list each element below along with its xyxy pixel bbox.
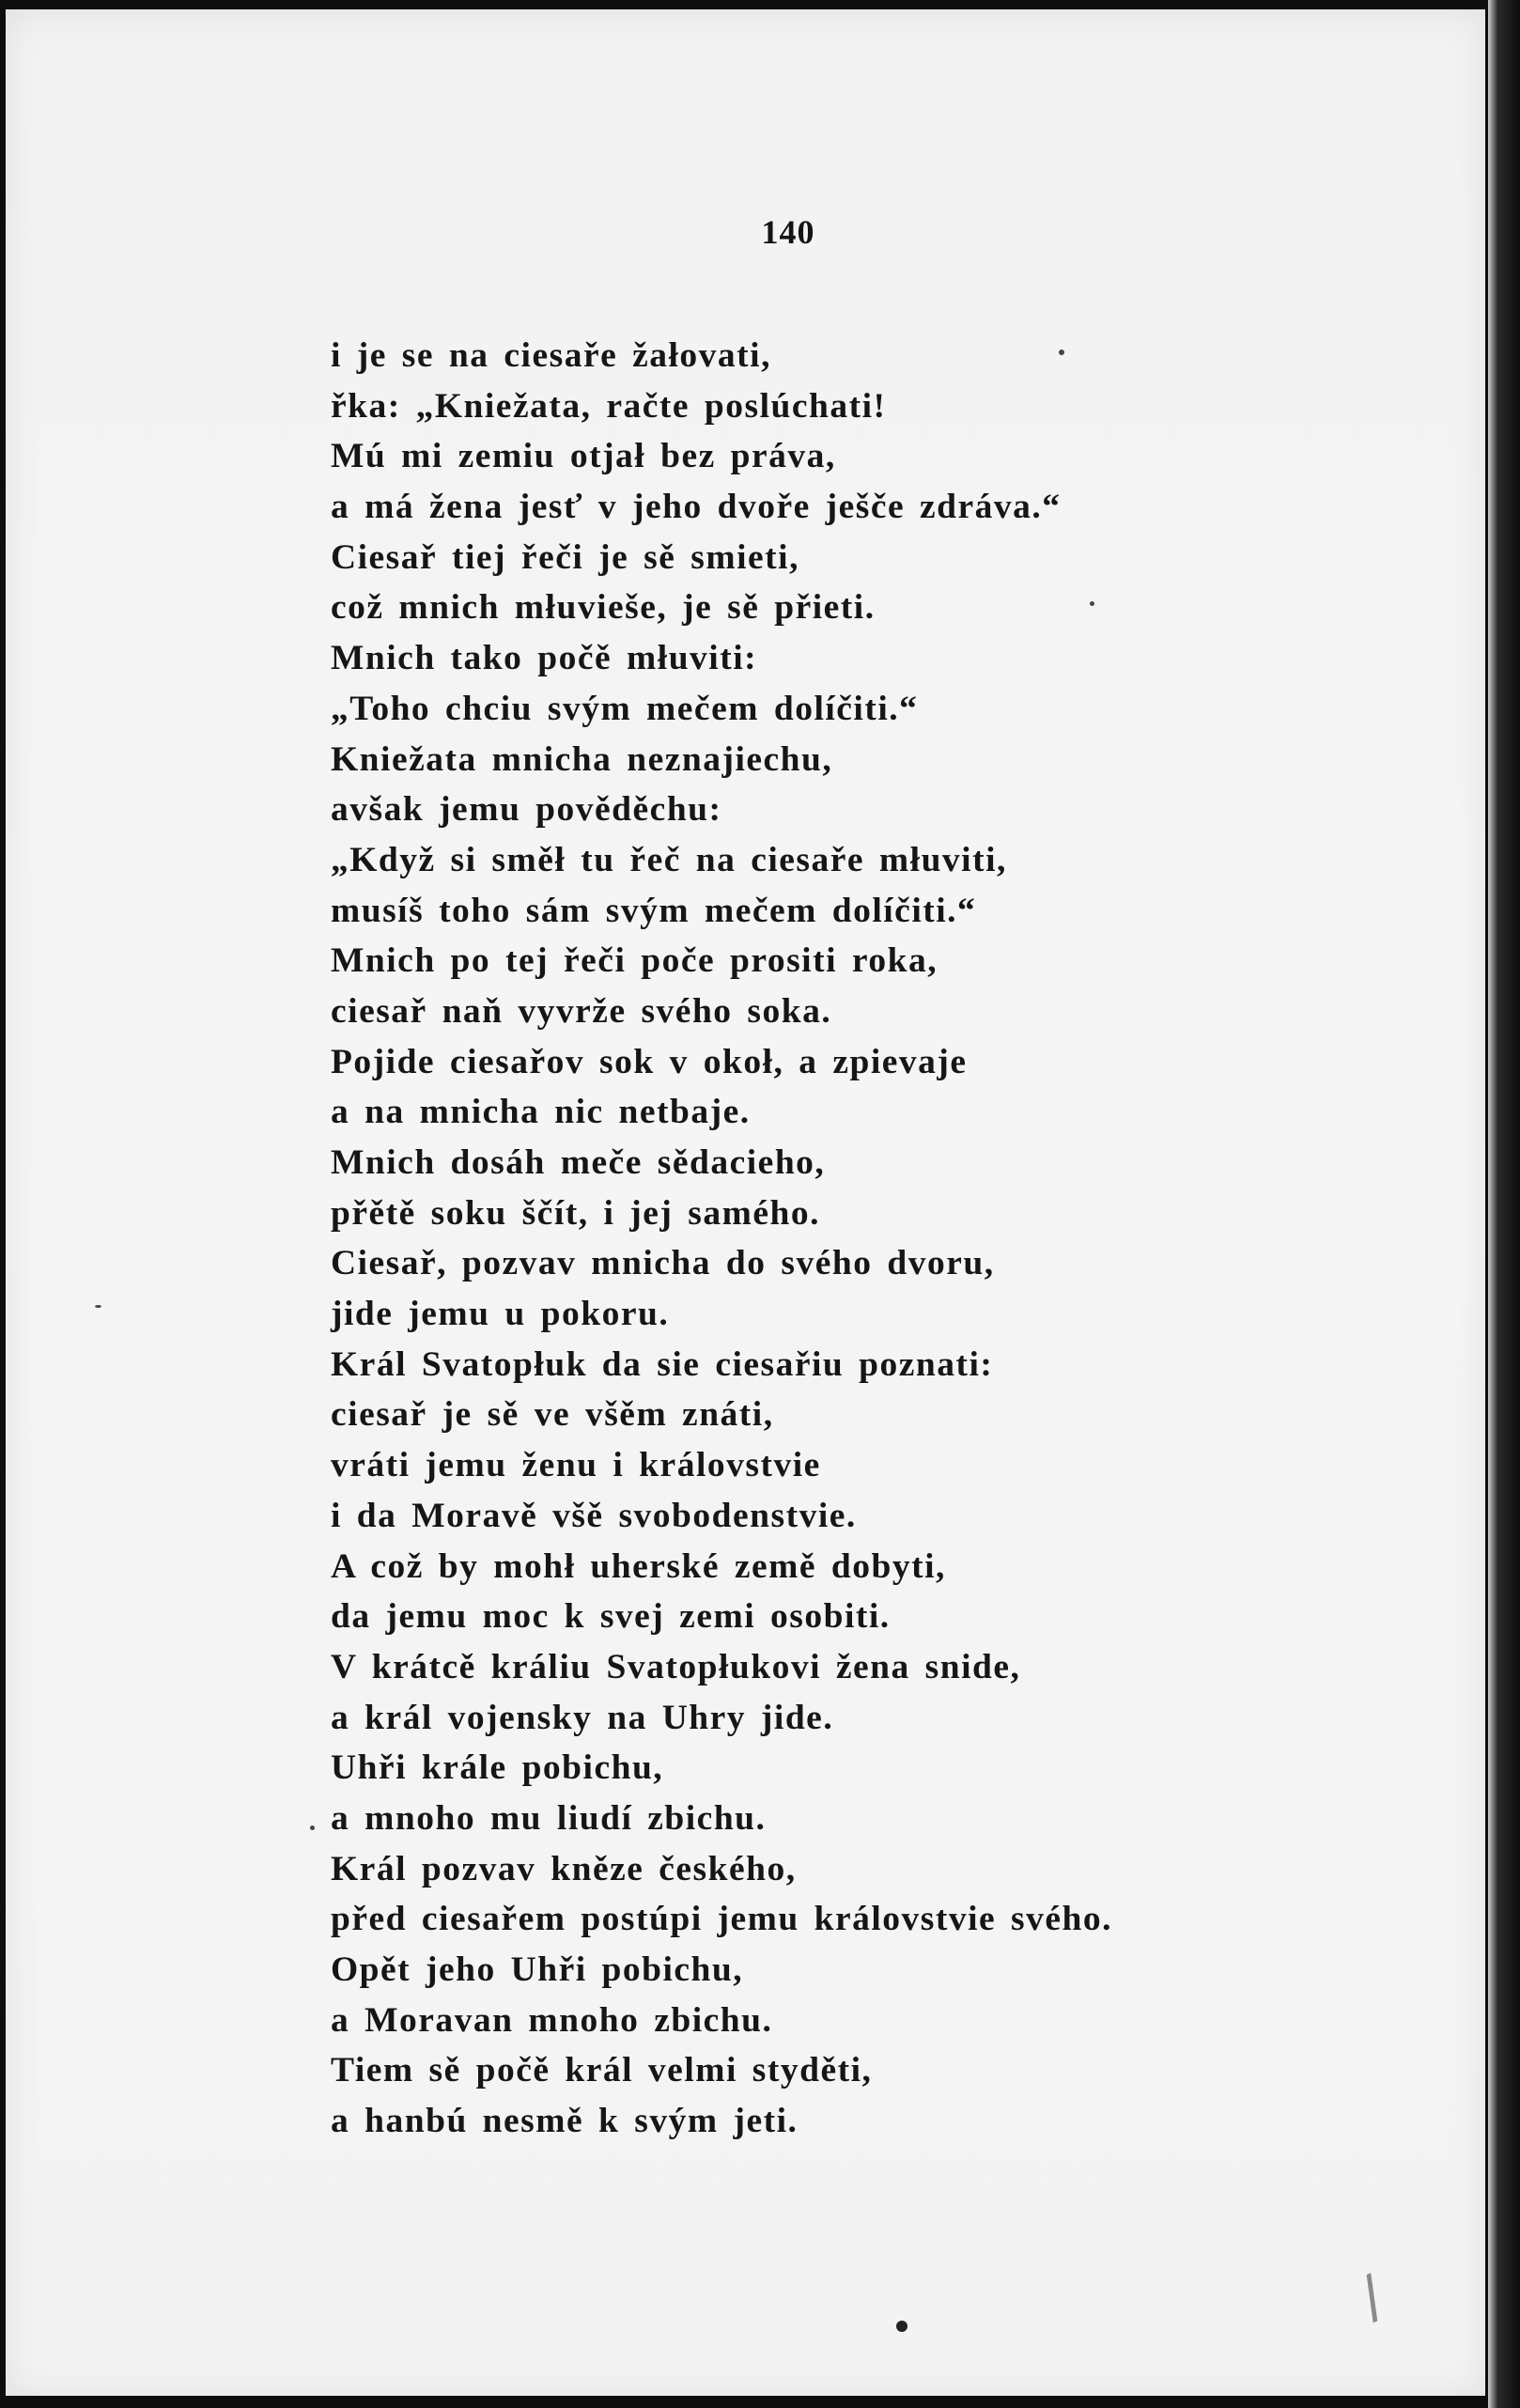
verse-line: a na mnicha nic netbaje. — [331, 1093, 751, 1132]
verse-line: a Moravan mnoho zbichu. — [331, 2000, 773, 2040]
verse-line: Ciesař tiej řeči je sě smieti, — [331, 537, 799, 577]
ink-speck — [95, 1305, 101, 1308]
verse-line: Pojide ciesařov sok v okoł, a zpievaje — [331, 1042, 968, 1081]
verse-line: „Toho chciu svým mečem dolíčiti.“ — [331, 689, 919, 728]
verse-line: i da Moravě všě svobodenstvie. — [331, 1496, 857, 1535]
page-number: 140 — [761, 213, 815, 251]
verse-line: vráti jemu ženu i královstvie — [331, 1446, 821, 1485]
verse-line: ciesař je sě ve všěm znáti, — [331, 1395, 774, 1435]
verse-text — [331, 331, 1112, 2147]
ink-speck — [1059, 350, 1064, 355]
verse-line: a mnoho mu liudí zbichu. — [331, 1798, 767, 1838]
verse-line: ciesař naň vyvrže svého soka. — [331, 991, 832, 1031]
verse-line: a král vojensky na Uhry jide. — [331, 1698, 834, 1737]
verse-line: da jemu moc k svej zemi osobiti. — [331, 1597, 891, 1637]
pencil-mark: / — [1349, 2263, 1395, 2331]
verse-line: Král Svatopłuk da sie ciesařiu poznati: — [331, 1344, 994, 1384]
ink-speck — [896, 2321, 907, 2332]
verse-line: Mnich tako počě młuviti: — [331, 639, 758, 678]
verse-line: a má žena jesť v jeho dvoře ješče zdráva.“ — [331, 488, 1062, 527]
verse-line: před ciesařem postúpi jemu královstvie svého. — [331, 1900, 1113, 1939]
verse-line: „Když si směł tu řeč na ciesaře młuviti, — [331, 840, 1007, 879]
ink-speck — [310, 1825, 315, 1830]
verse-line: Opět jeho Uhři pobichu, — [331, 1950, 744, 1989]
verse-line: Uhři krále pobichu, — [331, 1748, 664, 1788]
ink-speck — [1090, 601, 1094, 606]
verse-line: i je se na ciesaře žałovati, — [331, 336, 771, 375]
verse-line: V krátcě králiu Svatopłukovi žena snide, — [331, 1647, 1021, 1686]
verse-line: přětě soku ščít, i jej samého. — [331, 1193, 820, 1233]
verse-line: Král pozvav kněze českého, — [331, 1849, 797, 1888]
verse-line: Mú mi zemiu otjał bez práva, — [331, 437, 836, 476]
verse-line: což mnich młuvieše, je sě přieti. — [331, 588, 876, 628]
verse-line: Kniežata mnicha neznajiechu, — [331, 739, 833, 779]
verse-line: Mnich po tej řeči poče prositi roka, — [331, 941, 938, 981]
verse-line: A což by mohł uherské země dobyti, — [331, 1546, 946, 1586]
verse-line: Ciesař, pozvav mnicha do svého dvoru, — [331, 1244, 995, 1283]
scan-edge-shadow — [1488, 0, 1520, 2408]
verse-line: a hanbú nesmě k svým jeti. — [331, 2102, 799, 2141]
verse-line: jide jemu u pokoru. — [331, 1295, 670, 1334]
verse-line: musíš toho sám svým mečem dolíčiti.“ — [331, 891, 977, 930]
verse-line: Mnich dosáh meče sědacieho, — [331, 1143, 826, 1182]
verse-line: avšak jemu pověděchu: — [331, 790, 722, 830]
verse-line: řka: „Kniežata, račte poslúchati! — [331, 386, 887, 426]
verse-line: Tiem sě počě král velmi styděti, — [331, 2051, 873, 2090]
